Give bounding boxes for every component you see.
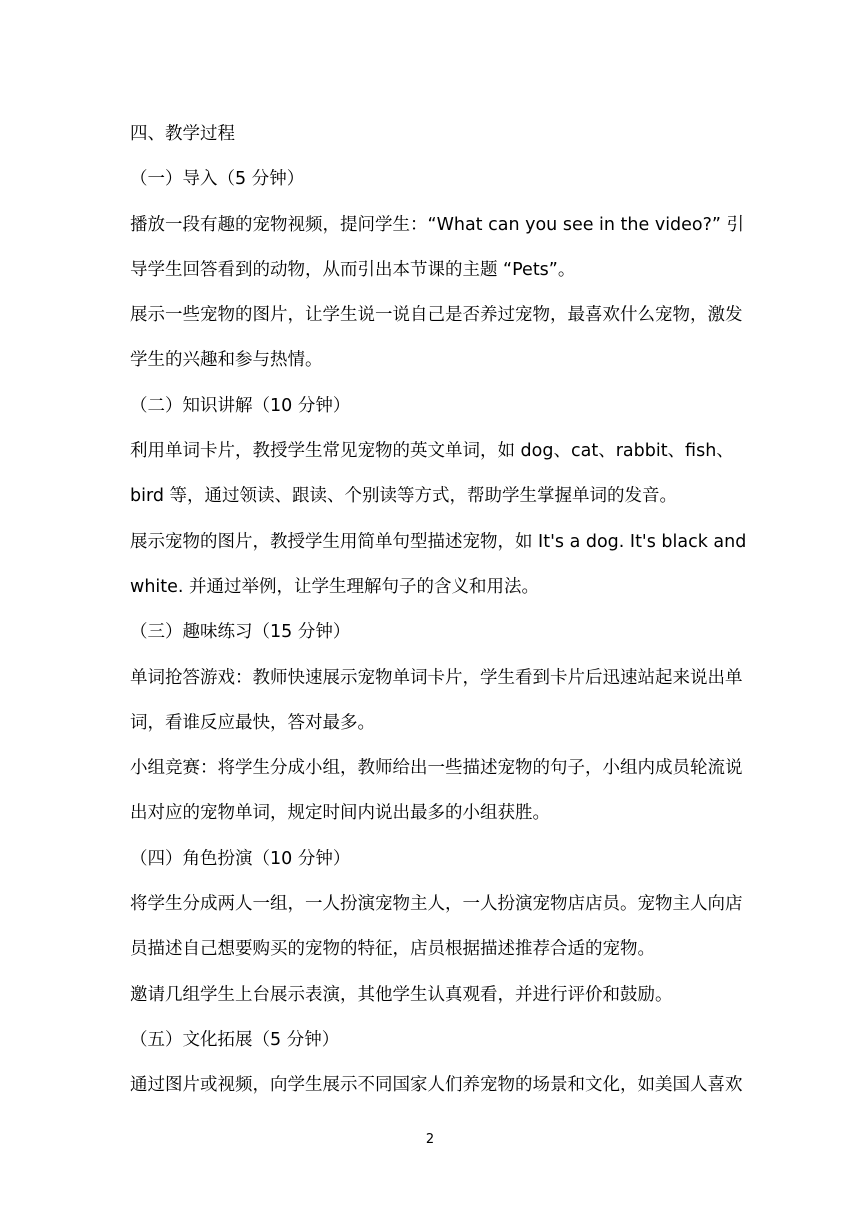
paragraph-line: 邀请几组学生上台展示表演，其他学生认真观看，并进行评价和鼓励。	[130, 984, 673, 1005]
paragraph-line: 出对应的宠物单词，规定时间内说出最多的小组获胜。	[130, 803, 550, 824]
paragraph-line: 小组竞赛：将学生分成小组，教师给出一些描述宠物的句子，小组内成员轮流说	[130, 758, 743, 779]
paragraph-line: white. 并通过举例，让学生理解句子的含义和用法。	[130, 576, 540, 597]
paragraph-line: 词，看谁反应最快，答对最多。	[130, 712, 375, 733]
paragraph-line: 将学生分成两人一组，一人扮演宠物主人，一人扮演宠物店店员。宠物主人向店	[130, 894, 743, 915]
section-heading: 四、教学过程	[130, 124, 235, 144]
paragraph-line: 员描述自己想要购买的宠物的特征，店员根据描述推荐合适的宠物。	[130, 939, 655, 960]
section-title: （二）知识讲解（10 分钟）	[130, 395, 351, 416]
paragraph-line: 单词抢答游戏：教师快速展示宠物单词卡片，学生看到卡片后迅速站起来说出单	[130, 667, 743, 688]
section-title: （四）角色扮演（10 分钟）	[130, 848, 351, 869]
page-content	[130, 112, 747, 1109]
page-number: 2	[425, 1132, 435, 1147]
paragraph-line: 播放一段有趣的宠物视频，提问学生：“What can you see in the video?” 引	[130, 214, 745, 235]
paragraph-line: 学生的兴趣和参与热情。	[130, 350, 323, 371]
paragraph-line: 通过图片或视频，向学生展示不同国家人们养宠物的场景和文化，如美国人喜欢	[130, 1075, 743, 1096]
paragraph-line: 展示宠物的图片，教授学生用简单句型描述宠物，如 It's a dog. It's black and	[130, 531, 747, 552]
section-title: （五）文化拓展（5 分钟）	[130, 1029, 340, 1050]
section-title: （一）导入（5 分钟）	[130, 169, 305, 190]
paragraph-line: 展示一些宠物的图片，让学生说一说自己是否养过宠物，最喜欢什么宠物，激发	[130, 305, 743, 326]
section-title: （三）趣味练习（15 分钟）	[130, 622, 351, 643]
paragraph-line: 导学生回答看到的动物，从而引出本节课的主题 “Pets”。	[130, 259, 576, 280]
paragraph-line: 利用单词卡片，教授学生常见宠物的英文单词，如 dog、cat、rabbit、fish、	[130, 441, 734, 462]
paragraph-line: bird 等，通过领读、跟读、个别读等方式，帮助学生掌握单词的发音。	[130, 486, 678, 507]
